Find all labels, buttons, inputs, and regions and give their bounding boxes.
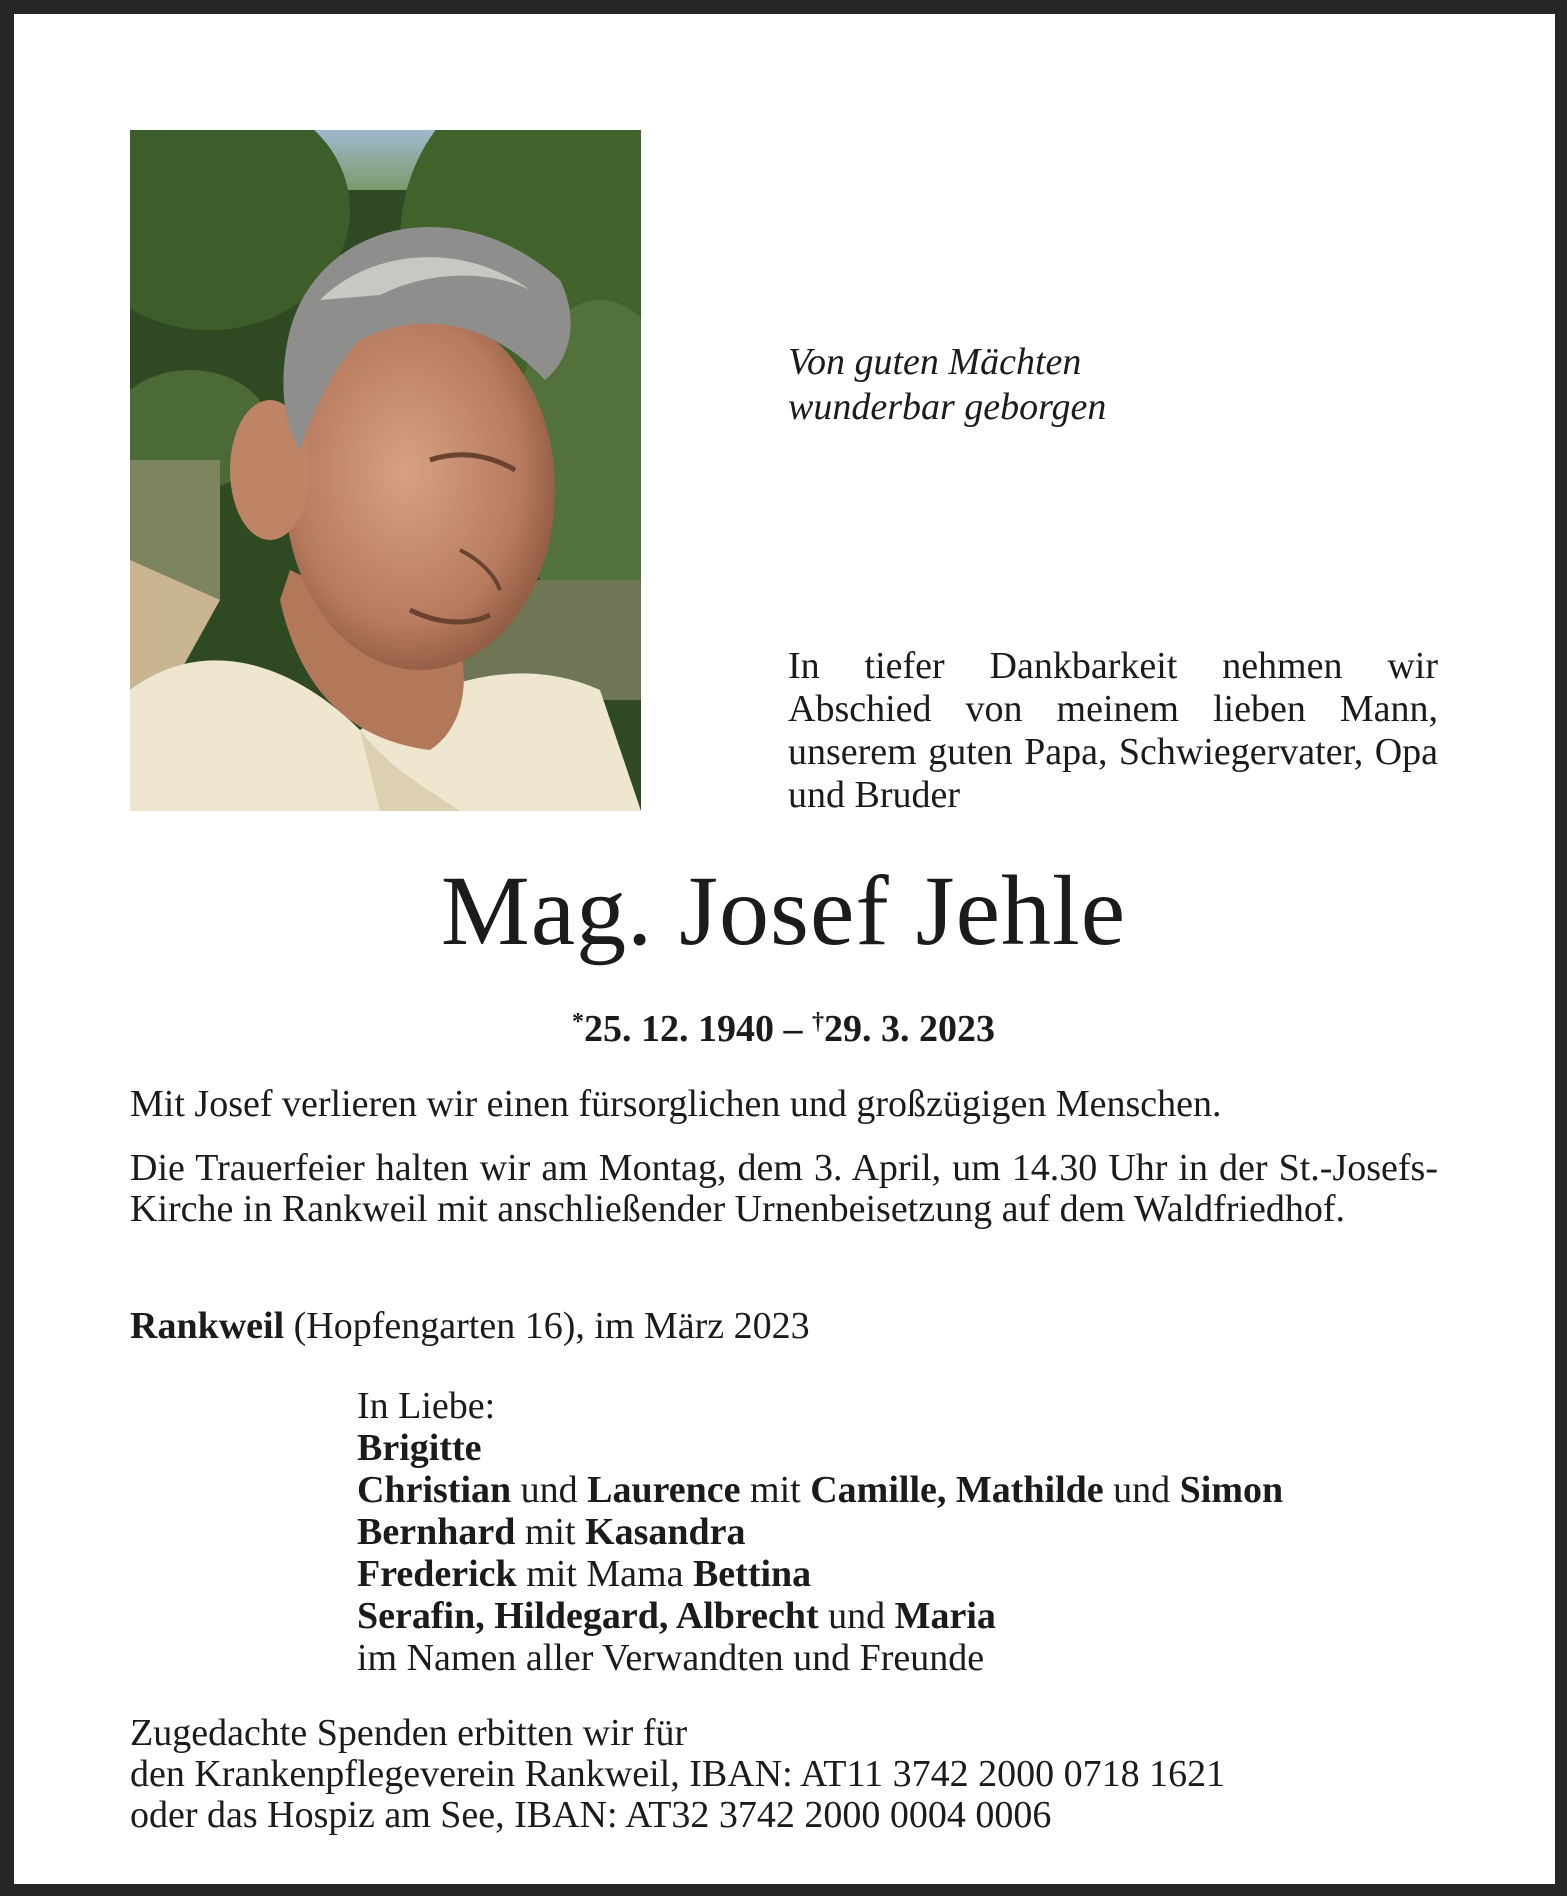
family-name: Bernhard	[357, 1511, 516, 1553]
family-connector: mit	[740, 1469, 811, 1511]
place-rest: (Hopfengarten 16), im März 2023	[284, 1305, 810, 1347]
birth-symbol: *	[572, 1009, 584, 1035]
quote-line-2: wunderbar geborgen	[788, 386, 1107, 428]
life-dates	[0, 1000, 1567, 1051]
family-intro: In Liebe:	[357, 1385, 496, 1427]
family-connector: mit Mama	[516, 1553, 693, 1595]
family-connector: und	[818, 1595, 895, 1637]
date-separator: –	[783, 1008, 803, 1050]
family-name: Bettina	[692, 1553, 812, 1595]
family-name: Christian	[357, 1469, 512, 1511]
death-date: 29. 3. 2023	[824, 1008, 995, 1050]
family-line-3	[357, 1511, 1457, 1553]
quote-line-1: Von guten Mächten	[788, 341, 1082, 383]
family-connector: mit	[515, 1511, 586, 1553]
donations-line-2: den Krankenpflegeverein Rankweil, IBAN: AT11 3742 2000 0718 1621	[130, 1753, 1226, 1795]
portrait-photo	[130, 130, 641, 811]
family-list	[357, 1385, 1457, 1679]
intro-text: In tiefer Dankbarkeit nehmen wir Abschied von meinem lieben Mann, unserem guten Papa, Schwiegervater, Opa und Bruder	[788, 645, 1438, 816]
family-line-1	[357, 1427, 1457, 1469]
family-line-5	[357, 1595, 1457, 1637]
portrait-image	[130, 130, 641, 811]
place-date-line	[130, 1306, 1438, 1347]
family-line-4	[357, 1553, 1457, 1595]
family-name: Camille, Mathilde	[810, 1469, 1104, 1511]
family-name: Simon	[1179, 1469, 1284, 1511]
family-name: Kasandra	[585, 1511, 746, 1553]
family-line-2	[357, 1469, 1457, 1511]
death-symbol: †	[812, 1009, 824, 1035]
family-name: Maria	[894, 1595, 996, 1637]
family-name: Brigitte	[357, 1427, 482, 1469]
family-connector: und	[511, 1469, 588, 1511]
deceased-name: Mag. Josef Jehle	[440, 855, 1127, 966]
family-name: Serafin, Hildegard, Albrecht	[357, 1595, 819, 1637]
family-closing: im Namen aller Verwandten und Freunde	[357, 1637, 985, 1679]
family-connector: und	[1103, 1469, 1180, 1511]
donations	[130, 1713, 1438, 1836]
donations-line-3: oder das Hospiz am See, IBAN: AT32 3742 2000 0004 0006	[130, 1794, 1052, 1836]
family-name: Frederick	[357, 1553, 517, 1595]
paragraph-funeral: Die Trauerfeier halten wir am Montag, dem 3. April, um 14.30 Uhr in der St.-Josefs-Kirche in Rankweil mit anschließender Urnenbeisetzung auf dem Waldfriedhof.	[130, 1147, 1438, 1230]
birth-date: 25. 12. 1940	[584, 1008, 774, 1050]
donations-line-1: Zugedachte Spenden erbitten wir für	[130, 1712, 688, 1754]
place-town: Rankweil	[130, 1305, 285, 1347]
paragraph-tribute: Mit Josef verlieren wir einen fürsorglichen und großzügigen Menschen.	[130, 1083, 1222, 1125]
family-name: Laurence	[587, 1469, 741, 1511]
quote	[788, 340, 1106, 430]
